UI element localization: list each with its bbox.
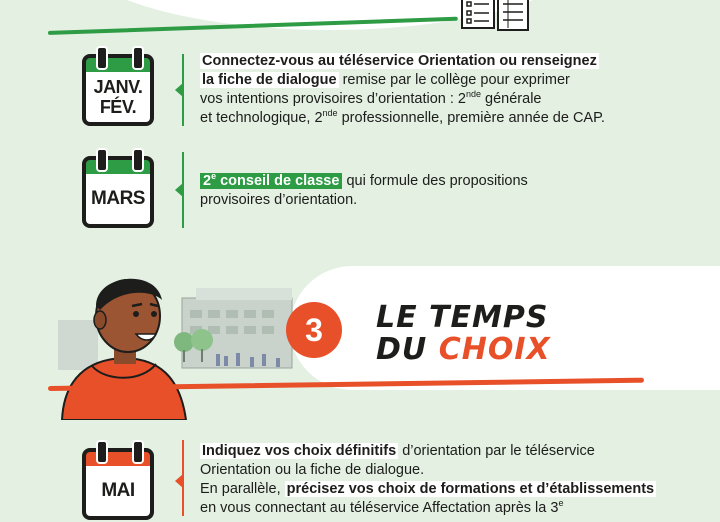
step1-highlight-b: la fiche de dialogue (202, 72, 337, 88)
step1-line3: vos intentions provisoires d’orientation : 2 (200, 91, 466, 107)
step3-line1-rest: d’orientation par le téléservice (398, 443, 595, 459)
step1-line3-sup: nde (465, 89, 482, 100)
step1-text (200, 52, 700, 128)
step3-line2: Orientation ou la fiche de dialogue. (200, 462, 425, 478)
step1-line4-end: professionnelle, première année de CAP. (337, 110, 605, 126)
step2-highlight: 2e conseil de classe (200, 173, 342, 189)
calendar-icon-mai (80, 440, 160, 522)
step3-highlight-2: précisez vos choix de formations et d’établissements (286, 481, 655, 497)
section-title-line1: LE TEMPS (376, 300, 549, 335)
step3-line3: En parallèle, (200, 481, 285, 497)
step1-line4-sup: nde (322, 108, 338, 119)
calendar-month-label: JANV. FÉV. (86, 72, 150, 122)
step2-line2: provisoires d’orientation. (200, 192, 358, 208)
step3-text (200, 442, 715, 518)
step1-line4: et technologique, 2 (200, 110, 323, 126)
timeline-notch (175, 474, 183, 488)
step2-text (200, 172, 700, 210)
step1-text-rest: remise par le collège pour exprimer (338, 72, 570, 88)
step3-line4: en vous connectant au téléservice Affectation après la 3 (200, 500, 559, 516)
calendar-month-label: MARS (86, 174, 150, 224)
step3-highlight-1: Indiquez vos choix définitifs (202, 443, 397, 459)
section-number-badge: 3 (286, 302, 342, 358)
section-title-accent: CHOIX (438, 332, 551, 367)
step1-line3-end: générale (481, 91, 542, 107)
student-illustration (40, 250, 310, 420)
calendar-icon-mars (80, 148, 160, 230)
step2-text-rest: qui formule des propositions (342, 173, 528, 189)
timeline-notch (175, 83, 183, 97)
step1-highlight-a: Connectez-vous au téléservice Orientation ou renseignez (202, 53, 597, 69)
timeline-notch (175, 183, 183, 197)
step3-line4-sup: e (558, 498, 564, 509)
calendar-month-label: MAI (86, 466, 150, 516)
calendar-icon-janv-fev (80, 46, 160, 128)
section-title-line2: DU CHOIX (376, 332, 551, 367)
document-illustration (458, 0, 532, 32)
